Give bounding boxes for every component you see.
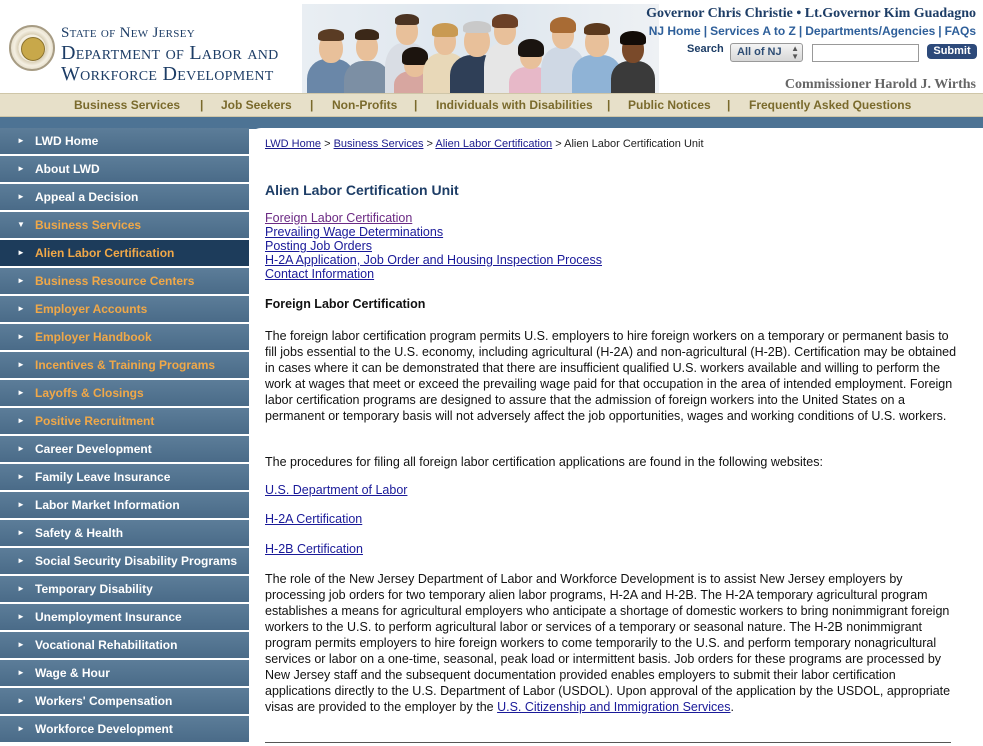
sidebar-item-workforce-development[interactable] xyxy=(0,716,249,744)
sidebar-item-vocational-rehabilitation[interactable] xyxy=(0,632,249,660)
chevron-right-icon: ► xyxy=(17,444,25,453)
topnav-non-profits[interactable]: Non-Profits xyxy=(332,98,398,112)
sidebar-item-workers-compensation[interactable] xyxy=(0,688,249,716)
dept-line-2: Department of Labor and xyxy=(61,42,279,64)
dept-line-1: State of New Jersey xyxy=(61,25,195,41)
topnav-business-services[interactable]: Business Services xyxy=(74,98,181,112)
sidebar-item-about-lwd[interactable] xyxy=(0,156,249,184)
top-navigation: Business Services | Job Seekers | Non-Profits | Individuals with Disabilities | Public Notices | Frequently Asked Questions xyxy=(0,93,983,117)
services-a-to-z-link[interactable]: Services A to Z xyxy=(710,24,796,38)
search-label: Search xyxy=(687,43,724,55)
sidebar-item-label: About LWD xyxy=(35,162,100,176)
chevron-right-icon: ► xyxy=(17,556,25,565)
sidebar-item-safety-health[interactable] xyxy=(0,520,249,548)
chevron-right-icon: ► xyxy=(17,500,25,509)
toc-foreign-labor-certification[interactable]: Foreign Labor Certification xyxy=(265,211,413,225)
sidebar-item-label: Appeal a Decision xyxy=(35,190,139,204)
chevron-right-icon: ► xyxy=(17,388,25,397)
chevron-right-icon: ► xyxy=(17,304,25,313)
sidebar-item-labor-market-info[interactable] xyxy=(0,492,249,520)
sidebar-item-label: Alien Labor Certification xyxy=(35,246,175,260)
department-logo-text[interactable] xyxy=(61,26,279,84)
toc-posting-job-orders[interactable]: Posting Job Orders xyxy=(265,239,372,253)
governor-banner: Governor Chris Christie • Lt.Governor Kim Guadagno xyxy=(646,6,976,21)
sidebar-item-label: Career Development xyxy=(35,442,152,456)
sidebar-item-label: Incentives & Training Programs xyxy=(35,358,216,372)
search-scope-select[interactable] xyxy=(730,43,803,62)
sidebar-item-label: Wage & Hour xyxy=(35,666,110,680)
sidebar-item-lwd-home[interactable] xyxy=(0,128,249,156)
section-heading: Foreign Labor Certification xyxy=(265,297,426,311)
chevron-right-icon: ► xyxy=(17,416,25,425)
breadcrumb: LWD Home > Business Services > Alien Labor Certification > Alien Labor Certification Unit xyxy=(265,138,704,150)
breadcrumb-lwd-home[interactable]: LWD Home xyxy=(265,138,322,150)
sidebar-item-label: Family Leave Insurance xyxy=(35,470,171,484)
breadcrumb-business-services[interactable]: Business Services xyxy=(333,138,424,150)
topnav-job-seekers[interactable]: Job Seekers xyxy=(221,98,292,112)
toc-prevailing-wage[interactable]: Prevailing Wage Determinations xyxy=(265,225,444,239)
h2a-certification-link[interactable]: H-2A Certification xyxy=(265,512,363,526)
sidebar-item-positive-recruitment[interactable] xyxy=(0,408,249,436)
uscis-link[interactable]: U.S. Citizenship and Immigration Services xyxy=(497,700,731,714)
sidebar-item-employer-accounts[interactable] xyxy=(0,296,249,324)
breadcrumb-alien-labor-certification[interactable]: Alien Labor Certification xyxy=(435,138,553,150)
header-people-photo xyxy=(302,4,659,93)
sidebar-item-label: Social Security Disability Programs xyxy=(35,554,238,568)
sidebar-item-business-services[interactable] xyxy=(0,212,249,240)
sidebar-item-label: Employer Handbook xyxy=(35,330,152,344)
sidebar-item-label: Employer Accounts xyxy=(35,302,148,316)
sidebar-item-incentives-training[interactable] xyxy=(0,352,249,380)
chevron-right-icon: ► xyxy=(17,276,25,285)
sidebar-item-business-resource-centers[interactable] xyxy=(0,268,249,296)
commissioner-name: Commissioner Harold J. Wirths xyxy=(784,77,976,92)
sidebar-item-label: Workers' Compensation xyxy=(35,694,173,708)
departments-agencies-link[interactable]: Departments/Agencies xyxy=(805,24,936,38)
sidebar-item-appeal[interactable] xyxy=(0,184,249,212)
sidebar-item-social-security-disability[interactable] xyxy=(0,548,249,576)
chevron-right-icon: ► xyxy=(17,164,25,173)
search-submit-button[interactable]: Submit xyxy=(927,44,977,59)
chevron-right-icon: ► xyxy=(17,612,25,621)
state-seal-icon[interactable] xyxy=(9,25,55,71)
chevron-right-icon: ► xyxy=(17,192,25,201)
breadcrumb-current: Alien Labor Certification Unit xyxy=(564,138,704,150)
chevron-right-icon: ► xyxy=(17,360,25,369)
chevron-right-icon: ► xyxy=(17,332,25,341)
faqs-link[interactable]: FAQs xyxy=(944,24,976,38)
page-title: Alien Labor Certification Unit xyxy=(265,182,459,198)
sidebar-item-unemployment-insurance[interactable] xyxy=(0,604,249,632)
chevron-right-icon: ► xyxy=(17,136,25,145)
select-arrows-icon: ▲ ▼ xyxy=(791,44,799,61)
main-content xyxy=(249,128,983,746)
sidebar-item-family-leave[interactable] xyxy=(0,464,249,492)
content-divider xyxy=(265,742,951,743)
paragraph-procedures: The procedures for filing all foreign labor certification applications are found in the following websites: xyxy=(265,455,823,469)
sidebar-item-layoffs-closings[interactable] xyxy=(0,380,249,408)
chevron-right-icon: ► xyxy=(17,696,25,705)
chevron-right-icon: ► xyxy=(17,248,25,257)
chevron-down-icon: ▼ xyxy=(17,220,25,229)
sidebar-item-temporary-disability[interactable] xyxy=(0,576,249,604)
chevron-right-icon: ► xyxy=(17,472,25,481)
sidebar-item-label: Vocational Rehabilitation xyxy=(35,638,178,652)
toc-contact-information[interactable]: Contact Information xyxy=(265,267,375,281)
sidebar-item-label: Safety & Health xyxy=(35,526,124,540)
page-toc xyxy=(265,211,602,281)
topnav-public-notices[interactable]: Public Notices xyxy=(628,98,711,112)
sidebar-item-label: Temporary Disability xyxy=(35,582,153,596)
chevron-right-icon: ► xyxy=(17,668,25,677)
sidebar-item-label: Business Services xyxy=(35,218,142,232)
sidebar-item-career-development[interactable] xyxy=(0,436,249,464)
paragraph-intro: The foreign labor certification program permits U.S. employers to hire foreign workers on a temporary or permanent basis to fill jobs essential to the U.S. economy, including agricultural (H-2A) and non-agricultural (H-2B). Certification may be obtained in cases where it can be demonstrated that there are insufficient qualified U.S. workers available and willing to perform the work at wages that meet or exceed the prevailing wage paid for that occupation in the area of intended employment. Foreign labor certification programs are designed to assure that the admission of foreign workers into the United States on a permanent or temporary basis will not adversely affect the job opportunities, wages and working conditions of U.S. workers. xyxy=(265,329,957,423)
sidebar-item-label: Workforce Development xyxy=(35,722,173,736)
chevron-right-icon: ► xyxy=(17,640,25,649)
sidebar-item-label: Unemployment Insurance xyxy=(35,610,182,624)
site-header xyxy=(0,0,983,93)
sidebar-item-employer-handbook[interactable] xyxy=(0,324,249,352)
left-sidebar xyxy=(0,128,249,746)
search-scope-value: All of NJ xyxy=(737,46,782,58)
us-department-of-labor-link[interactable]: U.S. Department of Labor xyxy=(265,483,408,497)
chevron-right-icon: ► xyxy=(17,528,25,537)
sidebar-item-label: Business Resource Centers xyxy=(35,274,195,288)
sidebar-item-wage-hour[interactable] xyxy=(0,660,249,688)
top-utility-links: NJ Home | Services A to Z | Departments/Agencies | FAQs xyxy=(648,24,976,38)
h2b-certification-link[interactable]: H-2B Certification xyxy=(265,542,363,556)
paragraph-role: The role of the New Jersey Department of Labor and Workforce Development is to assist New Jersey employers by processing job orders for two temporary alien labor programs, H-2A and H-2B. The H-2A temporary agricultural program establishes a means for agricultural employers who anticipate a shortage of domestic workers to bring nonimmigrant foreign workers to the U.S. to perform agricultural labor or services of a temporary or seasonal nature. The H-2B nonimmigrant program permits employers to hire foreign workers to come temporarily to the U.S. and perform temporary nonagricultural services or labor on a one-time, seasonal, peak load or intermittent basis. Job orders for these programs are processed by New Jersey staff and the subsequent documentation provided enables employers to submit their labor certification applications directly to the U.S. Department of Labor (USDOL). Upon approval of the application by the USDOL, appropriate visas are provided to the employer by the U.S. Citizenship and Immigration Services. xyxy=(265,572,951,714)
dept-line-3: Workforce Development xyxy=(61,63,274,85)
chevron-right-icon: ► xyxy=(17,724,25,733)
topnav-faq[interactable]: Frequently Asked Questions xyxy=(749,98,912,112)
sidebar-item-label: Labor Market Information xyxy=(35,498,180,512)
sidebar-item-label: LWD Home xyxy=(35,134,99,148)
nj-home-link[interactable]: NJ Home xyxy=(648,24,701,38)
topnav-individuals-with-disabilities[interactable]: Individuals with Disabilities xyxy=(436,98,593,112)
search-input[interactable] xyxy=(812,44,919,62)
chevron-right-icon: ► xyxy=(17,584,25,593)
sidebar-item-label: Layoffs & Closings xyxy=(35,386,144,400)
sidebar-item-alien-labor-certification[interactable] xyxy=(0,240,249,268)
sidebar-item-label: Positive Recruitment xyxy=(35,414,155,428)
toc-h2a-application[interactable]: H-2A Application, Job Order and Housing Inspection Process xyxy=(265,253,602,267)
